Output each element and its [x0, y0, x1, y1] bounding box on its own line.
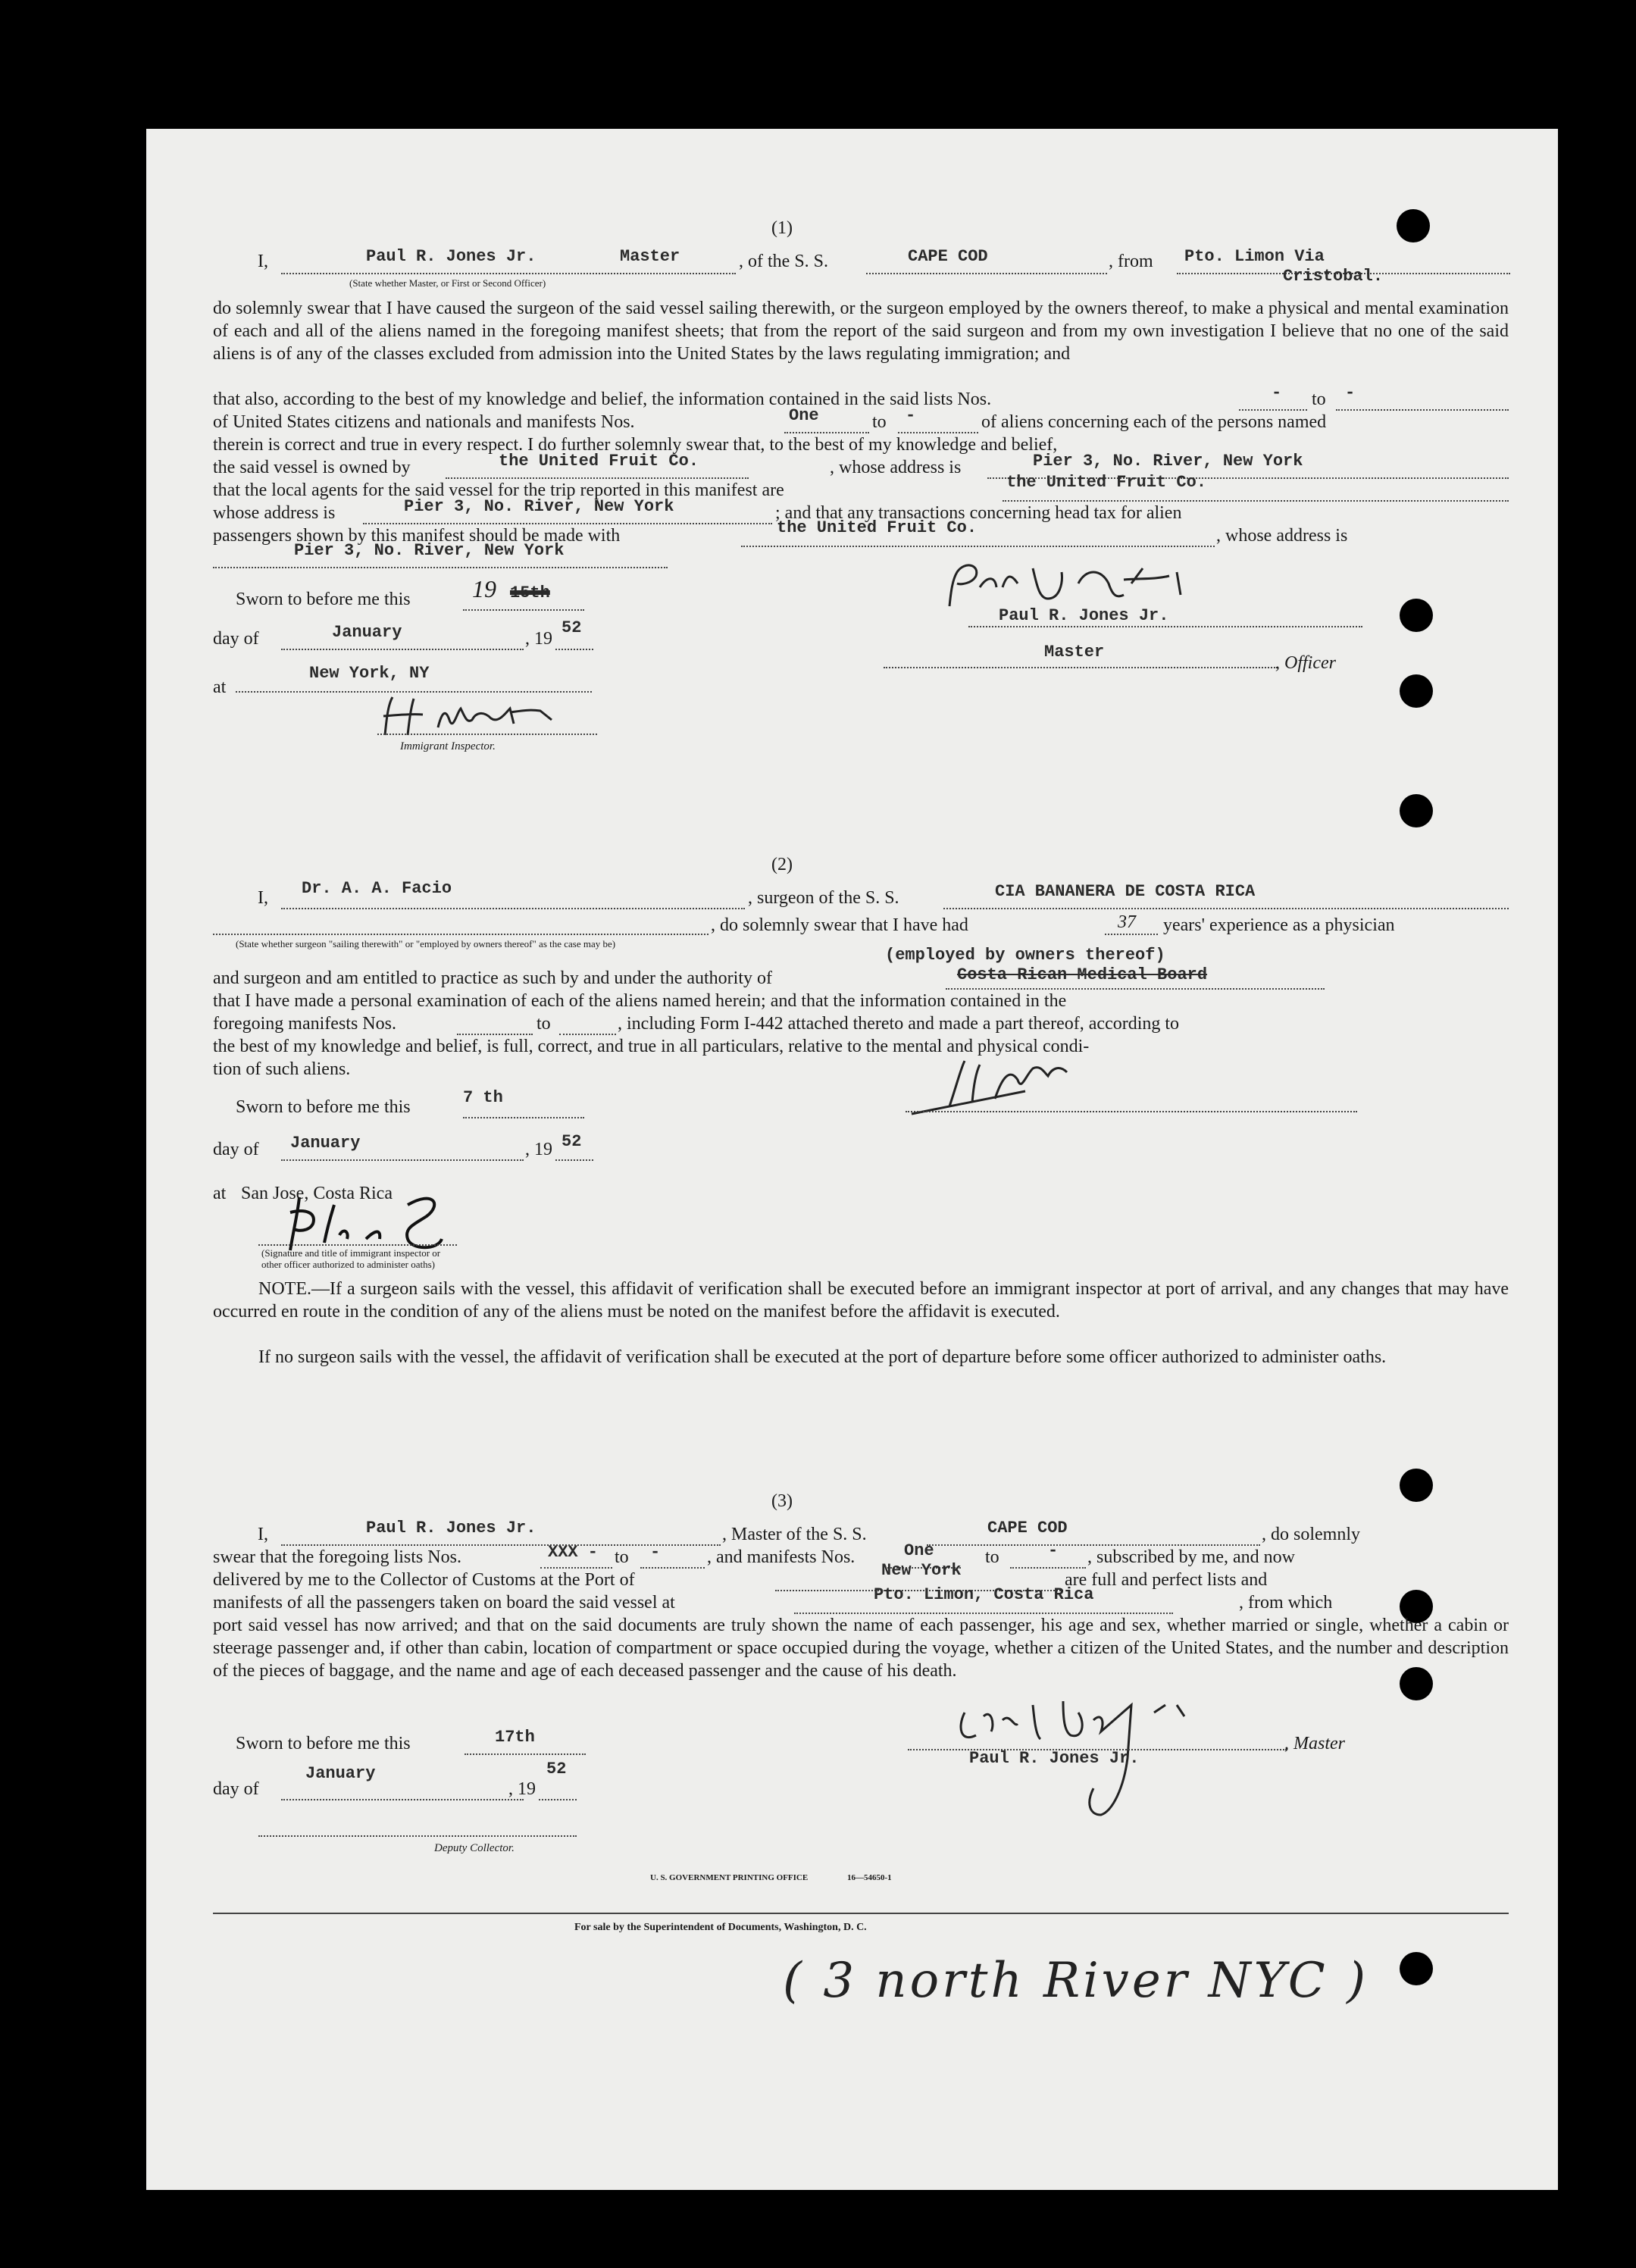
note-paragraph — [213, 1278, 1509, 1323]
owner: the United Fruit Co. — [499, 452, 699, 471]
employment: (employed by owners thereof) — [885, 946, 1165, 965]
month: January — [332, 623, 402, 642]
year-field — [555, 649, 593, 650]
printing-office: U. S. GOVERNMENT PRINTING OFFICE — [650, 1873, 809, 1882]
from-which-label: , from which — [1239, 1593, 1333, 1613]
head-tax-address-field — [213, 567, 668, 568]
section-3-number: (3) — [771, 1491, 793, 1511]
sworn-day-field — [463, 1117, 584, 1118]
subscribed-label: , subscribed by me, and now — [1087, 1547, 1295, 1567]
master-signature-line — [908, 1749, 1287, 1750]
sworn-day: 7 th — [463, 1088, 503, 1107]
of-ss-label: , of the S. S. — [739, 252, 829, 271]
lists-to-field — [1336, 409, 1509, 411]
sworn-label: Sworn to before me this — [236, 1734, 411, 1753]
officer-signature — [934, 553, 1207, 614]
years: 37 — [1118, 912, 1136, 932]
lists-to: - — [650, 1543, 661, 1562]
inspector-caption: Immigrant Inspector. — [400, 740, 496, 752]
footer-rule — [213, 1913, 1509, 1914]
manifests-to: - — [906, 406, 916, 425]
sworn-label: Sworn to before me this — [236, 1097, 411, 1117]
for-sale-note: For sale by the Superintendent of Documents, Washington, D. C. — [574, 1922, 867, 1933]
section-3-paragraph: port said vessel has now arrived; and that on the said documents are truly shown the name of each passenger, his age and sex, whether married or single, whether a cabin or steerage passenger and, if other than cabin, location of compartment or space occupied during the voyage, whether a citizen of the United States, and the number and description of the pieces of baggage, and the name and age of each deceased passenger and the cause of his death. — [213, 1616, 1509, 1681]
ship-name: CAPE COD — [908, 247, 988, 266]
year-suffix: 52 — [561, 618, 582, 637]
lists-to-field — [640, 1567, 705, 1569]
embark-port: Pto. Limon, Costa Rica — [874, 1585, 1094, 1604]
month-field — [281, 649, 524, 650]
sworn-day-field — [463, 609, 584, 611]
from-label: , from — [1109, 252, 1153, 271]
personal-line: that I have made a personal examination of each of the aliens named herein; and that the information contained in the — [213, 991, 1067, 1011]
section-2-number: (2) — [771, 855, 793, 874]
passengers-label: passengers shown by this manifest should be made with — [213, 526, 621, 546]
owner-address: Pier 3, No. River, New York — [1033, 452, 1303, 471]
year-prefix: , 19 — [525, 1140, 552, 1159]
year-suffix: 52 — [546, 1760, 567, 1778]
master-name: Paul R. Jones Jr. — [366, 1519, 536, 1538]
from-port-line1: Pto. Limon Via — [1184, 247, 1325, 266]
inspector-signature-line — [377, 734, 597, 735]
day-of-label: day of — [213, 1779, 259, 1799]
authority: Costa Rican Medical Board — [957, 965, 1208, 984]
surgeon-of-label: , surgeon of the S. S. — [748, 888, 899, 908]
had-label: , do solemnly swear that I have had — [711, 915, 968, 935]
head-tax-party-field — [741, 546, 1215, 547]
foregoing-label: foregoing manifests Nos. — [213, 1014, 396, 1034]
rank-caption: (State whether Master, or First or Second Officer) — [349, 277, 546, 289]
surgeon-signature-line — [906, 1111, 1357, 1112]
note-2-paragraph: If no surgeon sails with the vessel, the affidavit of verification shall be executed at the port of departure before some officer authorized to administer oaths. — [258, 1347, 1387, 1367]
manifests-line: of United States citizens and nationals and manifests Nos. — [213, 412, 635, 432]
agents-address: Pier 3, No. River, New York — [404, 497, 674, 516]
signer-name: Paul R. Jones Jr. — [999, 606, 1169, 625]
manifests-from: One — [904, 1541, 934, 1560]
to-label: to — [615, 1547, 629, 1567]
authority-label: and surgeon and am entitled to practice as such by and under the authority of — [213, 968, 772, 988]
month-field — [281, 1159, 524, 1161]
years-field — [1105, 934, 1158, 935]
lists-to: - — [1345, 383, 1356, 402]
from-port-line2: Cristobal. — [1283, 267, 1384, 286]
sworn-label: Sworn to before me this — [236, 590, 411, 609]
i-label: I, — [258, 888, 268, 908]
solemnly-label: , do solemnly — [1262, 1525, 1360, 1544]
official-caption-1: (Signature and title of immigrant inspector or — [261, 1247, 441, 1259]
i-label: I, — [258, 252, 268, 271]
head-tax-address: Pier 3, No. River, New York — [294, 541, 565, 560]
master-caption: , Master — [1284, 1734, 1345, 1753]
year-suffix: 52 — [561, 1132, 582, 1151]
swear-label: swear that the foregoing lists Nos. — [213, 1547, 461, 1567]
officer-title-line — [884, 667, 1278, 668]
agents-address-label: whose address is — [213, 503, 336, 523]
month-field — [281, 1799, 524, 1800]
whose-address-label: , whose address is — [830, 458, 962, 477]
officer-rank: Master — [620, 247, 680, 266]
full-label: are full and perfect lists and — [1065, 1570, 1268, 1590]
official-caption-2: other officer authorized to administer oaths) — [261, 1259, 435, 1270]
form-number: 16—54650-1 — [847, 1873, 892, 1882]
manifests-to: - — [1048, 1541, 1059, 1560]
deputy-caption: Deputy Collector. — [434, 1842, 515, 1854]
day-of-label: day of — [213, 1140, 259, 1159]
official-signature-line — [258, 1244, 457, 1246]
to-label: to — [536, 1014, 551, 1034]
surgeon-name: Dr. A. A. Facio — [302, 879, 452, 898]
sworn-day-struck: 15th — [510, 583, 550, 602]
month: January — [305, 1764, 376, 1783]
delivered-label: delivered by me to the Collector of Customs at the Port of — [213, 1570, 635, 1590]
surgeon-ship-name: CIA BANANERA DE COSTA RICA — [995, 882, 1256, 901]
punch-hole — [1400, 1952, 1433, 1985]
officer-name-field — [281, 273, 736, 274]
punch-hole — [1400, 1469, 1433, 1502]
handwritten-note: ( 3 north River NYC ) — [783, 1953, 1369, 2009]
manifests-all-label: manifests of all the passengers taken on board the said vessel at — [213, 1593, 675, 1613]
agents: the United Fruit Co. — [1006, 473, 1207, 492]
port: New York — [881, 1561, 962, 1580]
note-label: NOTE.— — [258, 1279, 330, 1299]
year-field — [555, 1159, 593, 1161]
at-label: at — [213, 1184, 227, 1203]
note-text: If a surgeon sails with the vessel, this affidavit of verification shall be executed before an immigrant inspector at port of arrival, and any changes that may have occurred en route in the condition of any of the aliens must be noted on the manifest before the affidavit is executed. — [213, 1279, 1509, 1322]
to-label: to — [985, 1547, 999, 1567]
lists-line: that also, according to the best of my knowledge and belief, the information contained in the said lists Nos. — [213, 389, 992, 409]
deputy-signature-line — [258, 1835, 577, 1837]
sworn-day-field — [465, 1753, 586, 1755]
month: January — [290, 1134, 361, 1153]
place: New York, NY — [309, 664, 430, 683]
ship-name: CAPE COD — [987, 1519, 1068, 1538]
correct-line: therein is correct and true in every respect. I do further solemnly swear that, to the best of my knowledge and belief, — [213, 435, 1058, 455]
status-caption: (State whether surgeon "sailing therewith" or "employed by owners thereof" as the case may be) — [236, 938, 616, 949]
punch-hole — [1397, 209, 1430, 242]
surgeon-ship-field — [943, 908, 1509, 909]
of-aliens-label: of aliens concerning each of the persons named — [981, 412, 1327, 432]
at-label: at — [213, 677, 227, 697]
manifests-from: One — [789, 406, 819, 425]
surgeon-name-field — [281, 908, 745, 909]
section-1-number: (1) — [771, 218, 793, 238]
head-tax-label: ; and that any transactions concerning head tax for alien — [775, 503, 1182, 523]
surgeon-status-field — [213, 934, 709, 935]
punch-hole — [1400, 599, 1433, 632]
i-label: I, — [258, 1525, 268, 1544]
place: San Jose, Costa Rica — [241, 1184, 393, 1203]
manifests-label: , and manifests Nos. — [707, 1547, 856, 1567]
year-prefix: , 19 — [508, 1779, 536, 1799]
officer-caption: , Officer — [1275, 653, 1336, 673]
local-agents-label: that the local agents for the said vessel for the trip reported in this manifest are — [213, 480, 784, 500]
to-label: to — [1312, 389, 1326, 409]
signer-title: Master — [1044, 643, 1105, 662]
year-prefix: , 19 — [525, 629, 552, 649]
best-line: the best of my knowledge and belief, is full, correct, and true in all particulars, relative to the mental and physical condi- — [213, 1037, 1090, 1056]
surgeon-signature — [904, 1046, 1131, 1121]
lists-from: XXX - — [548, 1543, 599, 1562]
experience-label: years' experience as a physician — [1163, 915, 1395, 935]
day-of-label: day of — [213, 629, 259, 649]
section-1-paragraph: do solemnly swear that I have caused the surgeon of the said vessel sailing therewith, or the surgeon employed by the owners thereof, to make a physical and mental examination of each and all of the aliens named in the foregoing manifest sheets; that from the report of the said surgeon and from my own investigation I believe that no one of the said aliens is of any of the classes excluded from admission into the United States by the laws regulating immigration; and — [213, 299, 1509, 364]
master-signer-name: Paul R. Jones Jr. — [969, 1749, 1140, 1768]
whose-address-label-2: , whose address is — [1216, 526, 1348, 546]
owned-by-label: the said vessel is owned by — [213, 458, 411, 477]
officer-signature-line — [968, 626, 1362, 627]
ship-name-field — [866, 273, 1107, 274]
manifest-affidavit-page — [146, 129, 1558, 2190]
to-label: to — [872, 412, 887, 432]
master-of-label: , Master of the S. S. — [722, 1525, 867, 1544]
lists-from: - — [1272, 383, 1282, 402]
punch-hole — [1400, 674, 1433, 708]
head-tax-party: the United Fruit Co. — [777, 518, 978, 537]
tion-line: tion of such aliens. — [213, 1059, 351, 1079]
sworn-day: 17th — [495, 1728, 535, 1747]
sworn-day: 19 — [472, 575, 496, 602]
punch-hole — [1400, 794, 1433, 827]
including-label: , including Form I-442 attached thereto and made a part thereof, according to — [618, 1014, 1180, 1034]
officer-name: Paul R. Jones Jr. — [366, 247, 536, 266]
year-field — [539, 1799, 577, 1800]
